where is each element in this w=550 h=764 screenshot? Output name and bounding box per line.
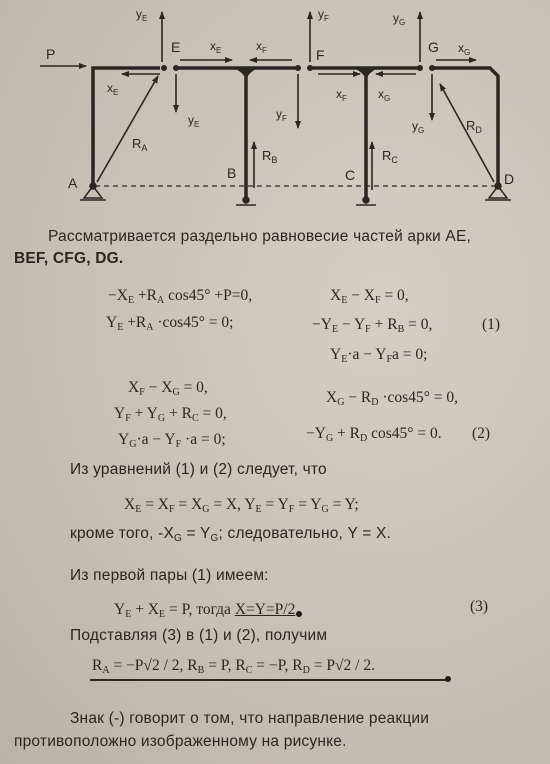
equation-8: $Y_G\cdot a - Y_F \cdot a = 0$; bbox=[118, 431, 226, 450]
label-A: A bbox=[68, 175, 78, 191]
member-CFG bbox=[312, 68, 420, 200]
equation-3: $X_E - X_F = 0$, bbox=[330, 287, 409, 306]
intro-line-1: Рассматривается раздельно равновесие частей арки АЕ, bbox=[48, 228, 472, 245]
equation-2: $Y_E +R_A \cdot\cos 45^\circ = 0$; bbox=[106, 314, 234, 333]
hinge-G-left bbox=[417, 65, 423, 71]
support-C bbox=[356, 197, 376, 205]
arch-diagram bbox=[0, 0, 550, 215]
label-xE-right: $x_E$ bbox=[210, 39, 222, 55]
label-xG-right: $x_G$ bbox=[458, 41, 471, 57]
label-C: C bbox=[345, 167, 356, 183]
equation-4: $-Y_E - Y_F + R_B = 0$, bbox=[312, 316, 433, 335]
first-pair-text: Из первой пары (1) имеем: bbox=[70, 567, 269, 584]
equation-number-1: (1) bbox=[482, 316, 501, 333]
label-RB: $R_B$ bbox=[262, 148, 278, 165]
reactions-result: $R_A = -P√2 / 2$, $R_B = P$, $R_C = -P$, $R_D = P√2 / 2$. bbox=[92, 657, 375, 676]
label-yG-down: $y_G$ bbox=[412, 119, 425, 135]
label-F: F bbox=[316, 47, 325, 63]
label-P: P bbox=[46, 46, 56, 62]
label-E: E bbox=[171, 39, 181, 55]
equation-1: $-X_E +R_A$ cos45° +P=0, bbox=[108, 287, 253, 306]
label-xF-left: $x_F$ bbox=[256, 39, 267, 55]
member-BEF bbox=[178, 68, 296, 200]
equation-10: $-Y_G + R_D$ cos45° = 0. bbox=[306, 425, 442, 444]
equation-number-2: (2) bbox=[472, 425, 491, 442]
label-yF-up: $y_F$ bbox=[318, 7, 329, 23]
hinge-G-right bbox=[429, 65, 435, 71]
bullet-dot bbox=[296, 611, 302, 617]
support-A bbox=[80, 183, 106, 200]
besides-text: кроме того, $-X_G = Y_G$; следовательно, Y = X. bbox=[70, 525, 392, 544]
label-xE-left: $x_E$ bbox=[107, 81, 119, 97]
label-yE-down: $y_E$ bbox=[188, 113, 200, 129]
equation-number-3: (3) bbox=[470, 598, 489, 615]
follows-equation: $X_E = X_F = X_G = X$, $Y_E = Y_F = Y_G = Y$; bbox=[124, 496, 359, 515]
note-line-1: Знак (-) говорит о том, что направление реакции bbox=[70, 710, 430, 727]
equation-5: $Y_E\cdot a - Y_Fa = 0$; bbox=[330, 346, 428, 365]
hinge-E-left bbox=[161, 65, 167, 71]
substitution-text: Подставляя (3) в (1) и (2), получим bbox=[70, 627, 328, 644]
label-RC: $R_C$ bbox=[382, 148, 398, 165]
hinge-F-right bbox=[307, 65, 313, 71]
first-pair-equation: $Y_E + X_E = P$, тогда X=Y=P/2 bbox=[114, 601, 302, 620]
hinge-F-left bbox=[295, 65, 301, 71]
member-AE bbox=[93, 68, 160, 185]
member-DG bbox=[432, 68, 498, 185]
equation-9: $X_G - R_D \cdot\cos 45^\circ = 0$, bbox=[326, 389, 459, 408]
label-yG-up: $y_G$ bbox=[393, 11, 406, 27]
label-G: G bbox=[428, 39, 439, 55]
label-yE-up: $y_E$ bbox=[136, 7, 148, 23]
intro-line-2: BEF, CFG, DG. bbox=[14, 250, 124, 267]
label-yF-down: $y_F$ bbox=[276, 107, 287, 123]
label-B: B bbox=[227, 165, 237, 181]
label-D: D bbox=[504, 171, 515, 187]
equation-7: $Y_F + Y_G + R_C = 0$, bbox=[114, 405, 227, 424]
label-RD: $R_D$ bbox=[466, 118, 482, 135]
result-underline bbox=[90, 679, 448, 681]
label-xG-left: $x_G$ bbox=[378, 87, 391, 103]
equation-6: $X_F - X_G = 0$, bbox=[128, 379, 208, 398]
label-RA: $R_A$ bbox=[132, 136, 148, 153]
hinge-E-right bbox=[173, 65, 179, 71]
force-RD-arrow bbox=[440, 84, 494, 182]
result-dot bbox=[445, 676, 451, 682]
label-xF-right: $x_F$ bbox=[336, 87, 347, 103]
follows-text: Из уравнений (1) и (2) следует, что bbox=[70, 461, 327, 478]
note-line-2: противоположно изображенному на рисунке. bbox=[14, 733, 347, 750]
support-B bbox=[236, 197, 256, 205]
